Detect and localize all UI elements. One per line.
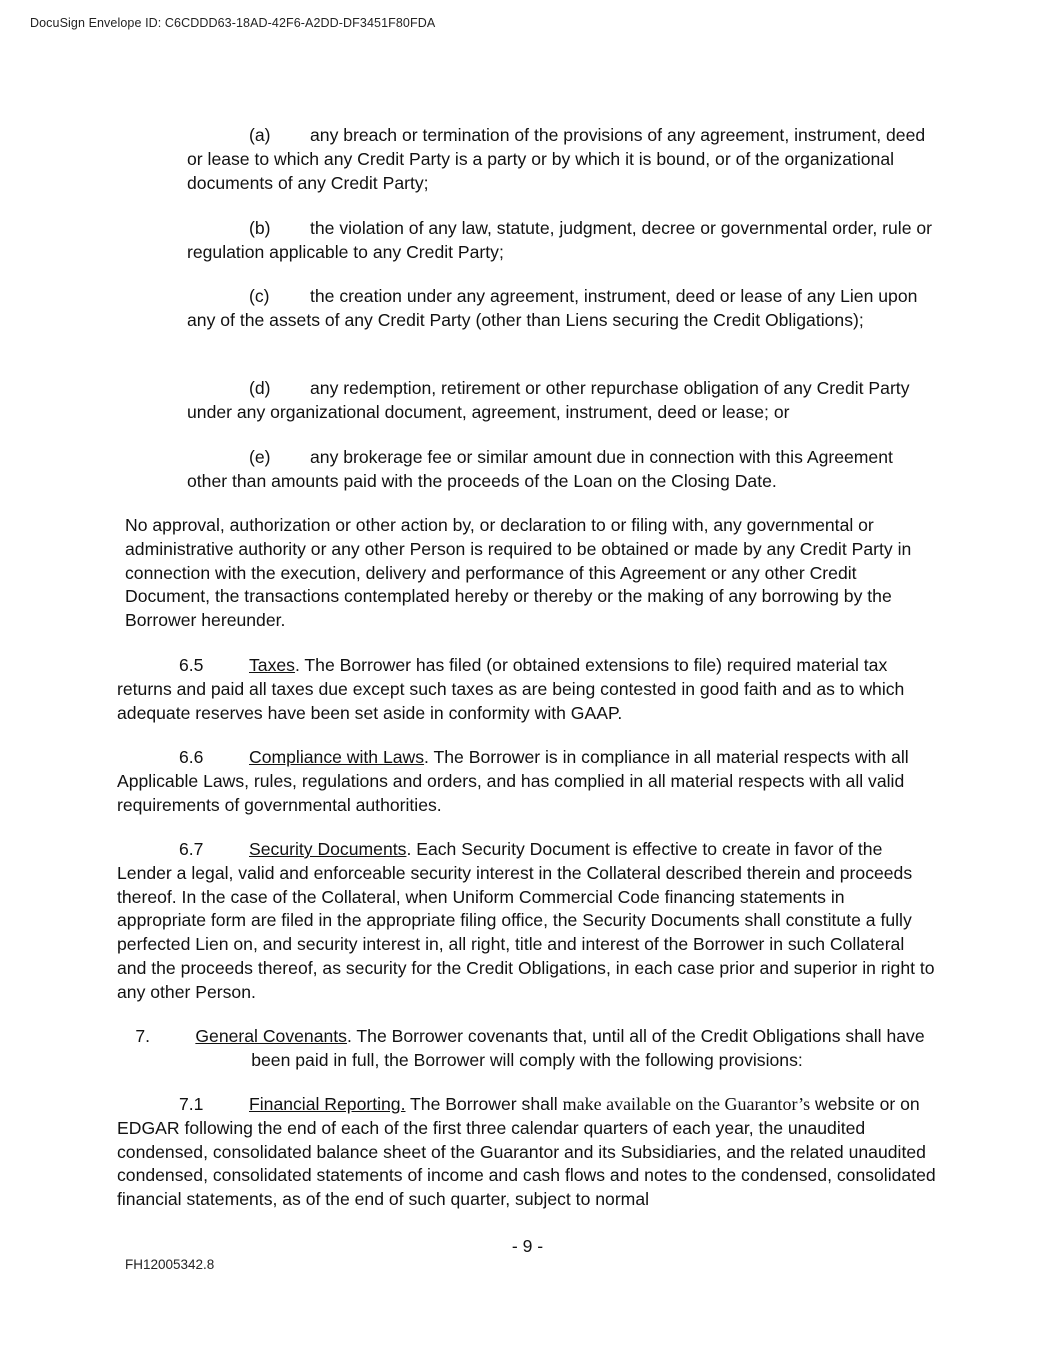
section-number: 7.1 xyxy=(179,1094,204,1114)
section-number: 6.6 xyxy=(179,747,204,767)
subclause-b xyxy=(187,217,932,265)
subclause-label: (c) xyxy=(249,286,270,306)
section-body-cont: website or on EDGAR following the end of each of the first three calendar quarters of each year, the unaudited condensed, consolidated balance sheet of the Guarantor and its Subsidiaries, and the related unaudited condensed, consolidated statements of income and cash flows and notes to the condensed, consolidated financial statements, as of the end of such quarter, subject to normal xyxy=(117,1094,936,1210)
section-body: . The Borrower has filed (or obtained extensions to file) required material tax returns and paid all taxes due except such taxes as are being contested in good faith and as to which adequate reserves have been set aside in conformity with GAAP. xyxy=(117,655,905,723)
page-number: - 9 - xyxy=(511,1236,544,1256)
subclause-label: (d) xyxy=(249,378,271,398)
section-heading: Taxes xyxy=(249,655,295,675)
section-heading: Financial Reporting. xyxy=(249,1094,406,1114)
subclause-e xyxy=(187,446,932,494)
subclause-first-line: any redemption, retirement or other repurchase obligation of any Credit xyxy=(310,378,864,398)
section-body: The Borrower shall xyxy=(405,1094,563,1114)
document-id: FH12005342.8 xyxy=(125,1257,215,1272)
subclause-label: (b) xyxy=(249,218,271,238)
envelope-id: DocuSign Envelope ID: C6CDDD63-18AD-42F6-A2DD-DF3451F80FDA xyxy=(30,16,436,30)
section-6-6 xyxy=(117,746,937,817)
subclause-rest: Agreement other than amounts paid with the proceeds of the Loan on the Closing Date. xyxy=(187,447,893,491)
subclause-first-line: the creation under any agreement, instrument, deed or lease of any Lien xyxy=(310,286,874,306)
section-body: . The Borrower covenants that, until all of the Credit Obligations shall have been paid in full, the Borrower will comply with the following provisions: xyxy=(251,1026,925,1070)
subclause-rest: deed or lease to which any Credit Party is a party or by which it is bound, or of the organizational documents of any Credit Party; xyxy=(187,125,926,193)
section-heading: General Covenants xyxy=(195,1026,347,1046)
section-number: 7. xyxy=(135,1026,151,1046)
section-body-serif: make available on the Guarantor’s xyxy=(562,1094,811,1114)
section-heading: Security Documents xyxy=(249,839,407,859)
section-body: . The Borrower is in compliance in all material respects with all Applicable Laws, rules, regulations and orders, and has complied in all material respects with all valid requirements of governmental authorities. xyxy=(117,747,909,815)
subclause-rest: upon any of the assets of any Credit Party (other than Liens securing the Credit Obligations); xyxy=(187,286,918,330)
subclause-rest: Party under any organizational document, agreement, instrument, deed or lease; or xyxy=(187,378,910,422)
subclause-a xyxy=(187,124,932,195)
section-7-1 xyxy=(117,1093,937,1212)
section-6-5 xyxy=(117,654,937,725)
subclause-d xyxy=(187,377,932,425)
section-body: . Each Security Document is effective to create in favor of the Lender a legal, valid and enforceable security interest in the Collateral described therein and proceeds thereof. In the case of the Collateral, when Uniform Commercial Code financing statements in appropriate form are filed in the appropriate filing office, the Security Documents shall constitute a fully perfected Lien on, and security interest in, all right, title and interest of the Borrower in such Collateral and the proceeds thereof, as security for the Credit Obligations, in each case prior and superior in right to any other Person. xyxy=(117,839,935,1002)
section-number: 6.5 xyxy=(179,655,204,675)
subclause-label: (a) xyxy=(249,125,271,145)
no-approval-paragraph: No approval, authorization or other action by, or declaration to or filing with, any governmental or administrative authority or any other Person is required to be obtained or made by any Credit Party in connection with the execution, delivery and performance of this Agreement or any other Credit Document, the transactions contemplated hereby or thereby or the making of any borrowing by the Borrower hereunder. xyxy=(125,515,912,631)
subclause-c xyxy=(187,285,932,333)
subclause-rest: rule or regulation applicable to any Credit Party; xyxy=(187,218,933,262)
section-heading: Compliance with Laws xyxy=(249,747,425,767)
section-number: 6.7 xyxy=(179,839,204,859)
section-7 xyxy=(117,1025,937,1073)
subclause-first-line: any brokerage fee or similar amount due in connection with this xyxy=(310,447,803,467)
subclause-label: (e) xyxy=(249,447,271,467)
subclause-first-line: any breach or termination of the provisions of any agreement, instrument, xyxy=(310,125,882,145)
subclause-first-line: the violation of any law, statute, judgment, decree or governmental order, xyxy=(310,218,878,238)
section-6-7 xyxy=(117,838,937,1005)
